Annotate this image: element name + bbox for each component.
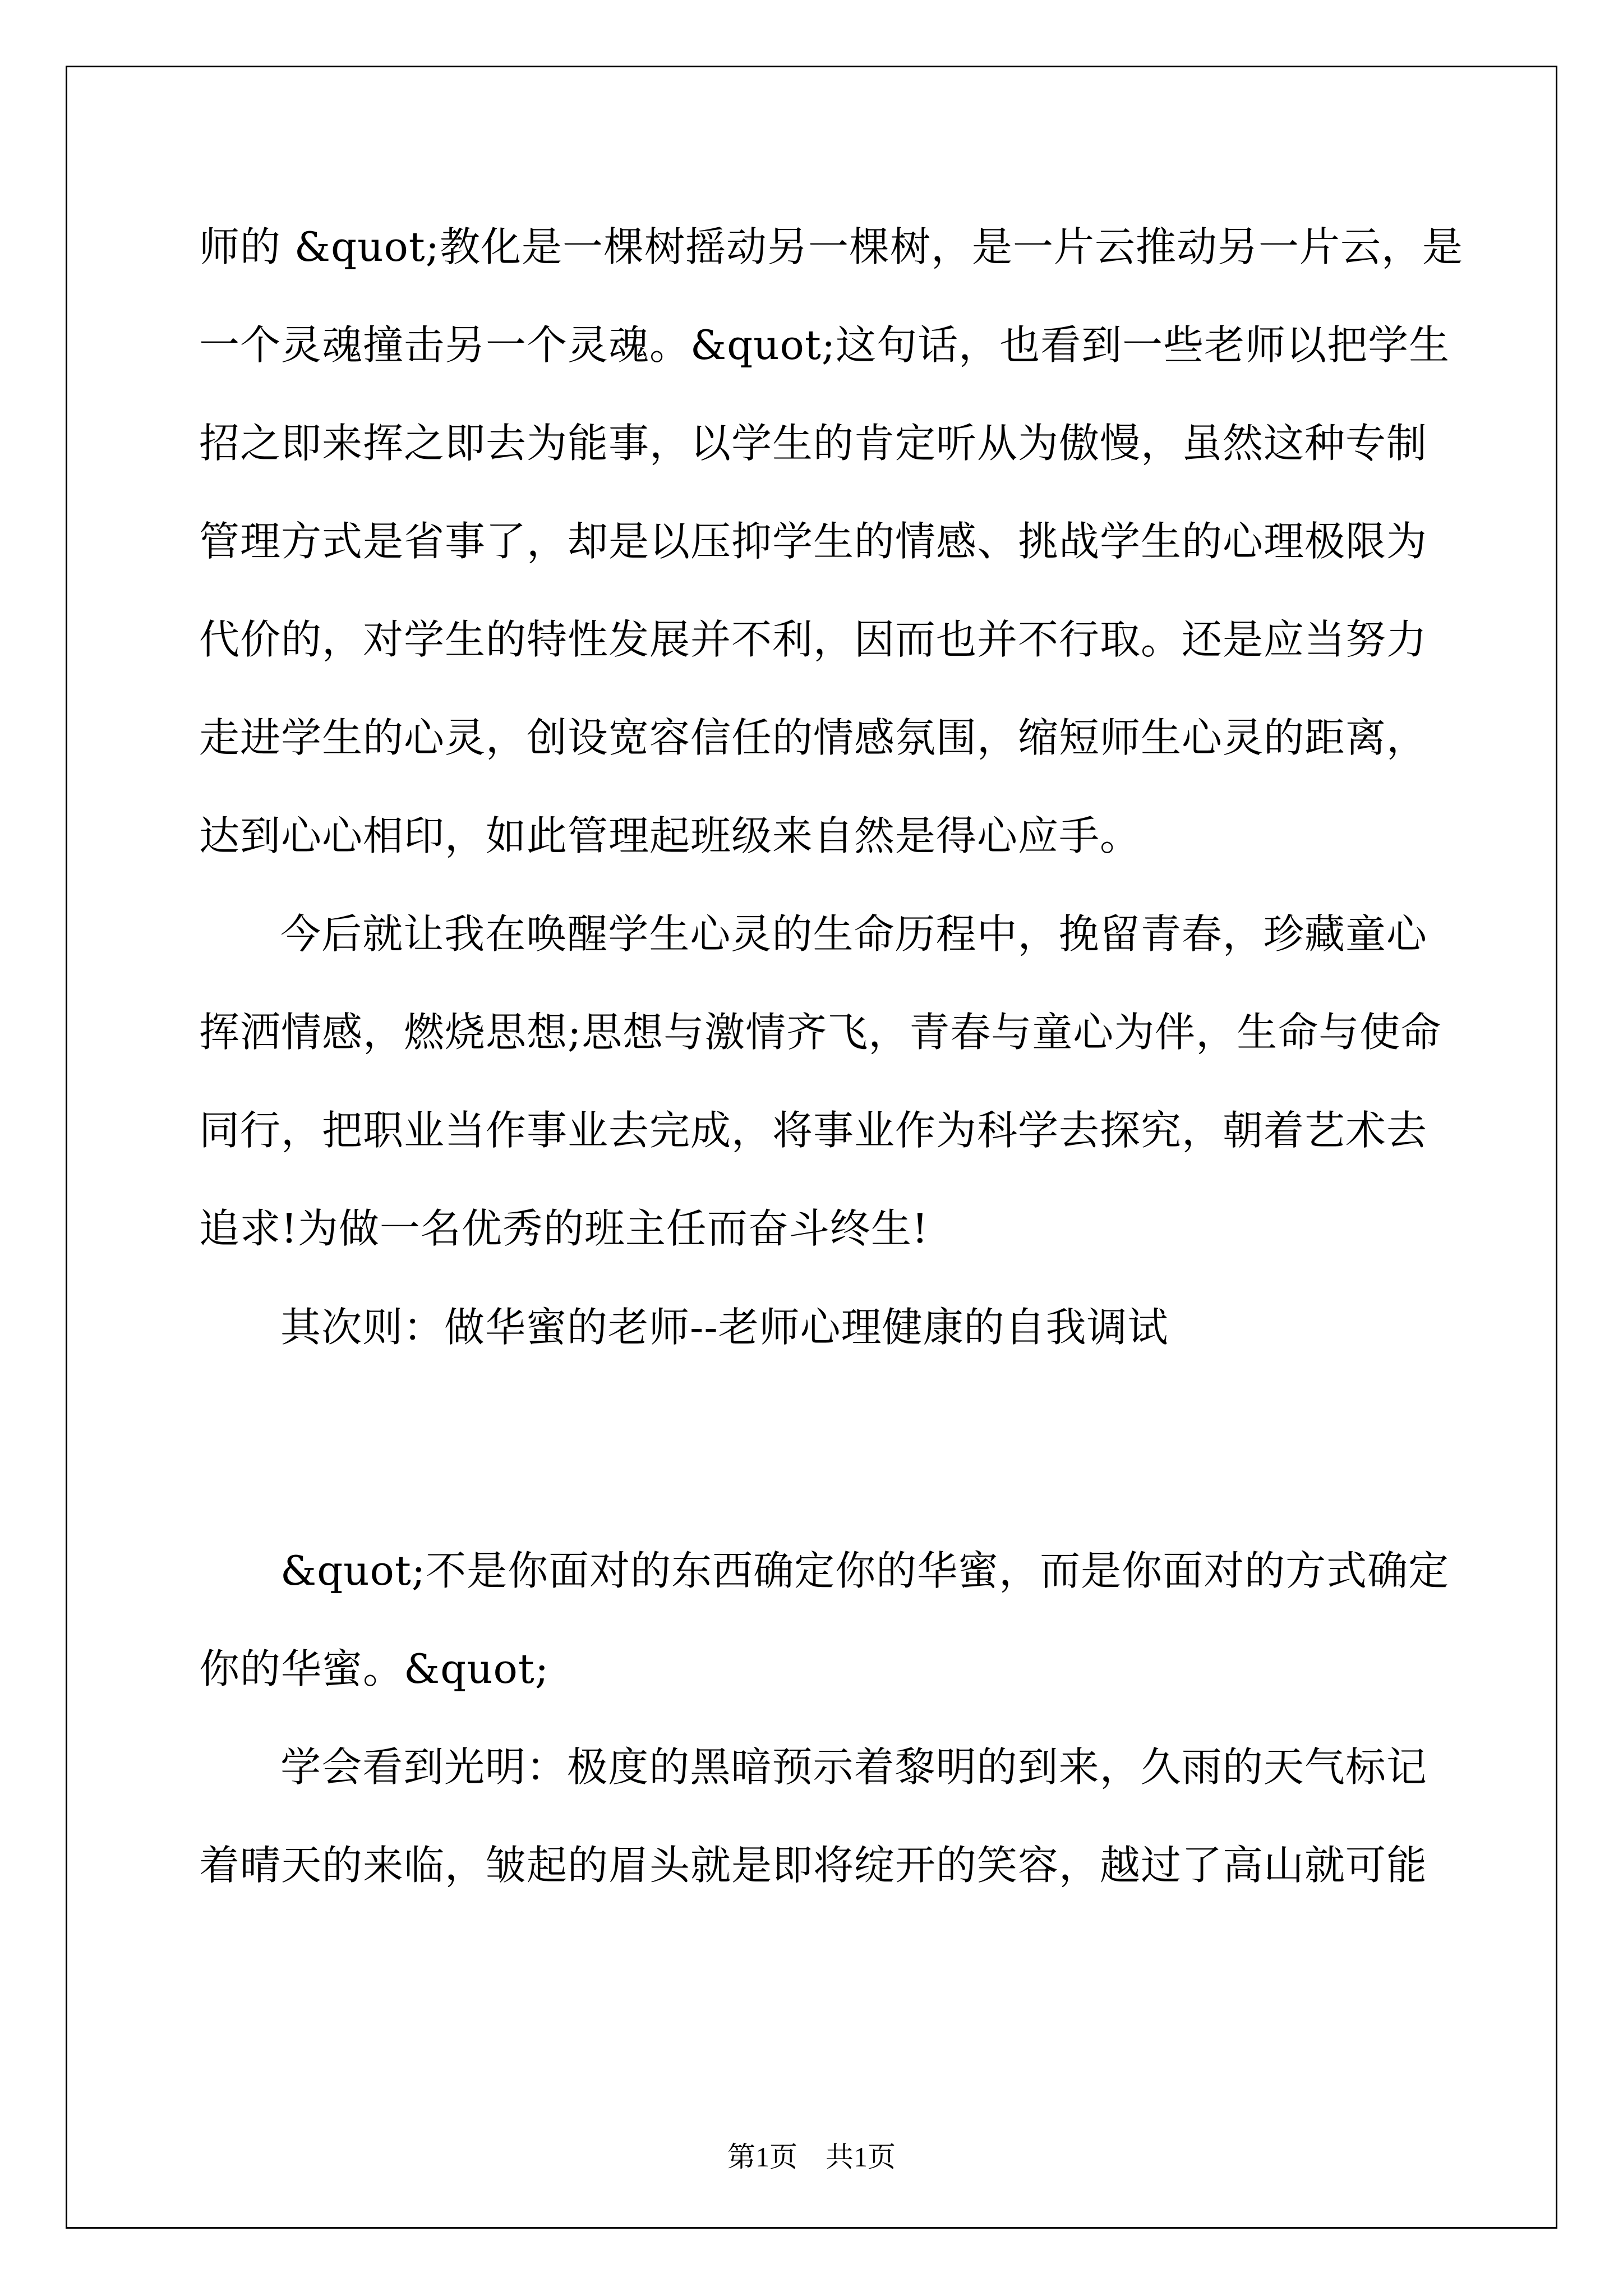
paragraph-2-line-3: 同行，把职业当作事业去完成，将事业作为科学去探究，朝着艺术去: [199, 1107, 1428, 1154]
paragraph-4-line-1: &quot;不是你面对的东西确定你的华蜜，而是你面对的方式确定: [280, 1547, 1450, 1594]
paragraph-5-line-2: 着晴天的来临，皱起的眉头就是即将绽开的笑容，越过了高山就可能: [199, 1842, 1428, 1889]
paragraph-2-line-1: 今后就让我在唤醒学生心灵的生命历程中，挽留青春，珍藏童心: [280, 910, 1427, 958]
section-heading: 其次则：做华蜜的老师--老师心理健康的自我调试: [280, 1304, 1169, 1351]
paragraph-1-line-4: 管理方式是省事了，却是以压抑学生的情感、挑战学生的心理极限为: [199, 518, 1428, 565]
paragraph-1-line-2: 一个灵魂撞击另一个灵魂。&quot;这句话，也看到一些老师以把学生: [199, 321, 1450, 369]
paragraph-2-line-2: 挥洒情感，燃烧思想;思想与激情齐飞，青春与童心为伴，生命与使命: [199, 1009, 1442, 1056]
paragraph-4-line-2: 你的华蜜。&quot;: [199, 1645, 550, 1692]
paragraph-1-line-1: 师的 &quot;教化是一棵树摇动另一棵树，是一片云推动另一片云，是: [199, 223, 1463, 270]
paragraph-2-line-4: 追求!为做一名优秀的班主任而奋斗终生!: [199, 1205, 929, 1252]
paragraph-5-line-1: 学会看到光明：极度的黑暗预示着黎明的到来，久雨的天气标记: [280, 1743, 1427, 1791]
paragraph-1-line-5: 代价的，对学生的特性发展并不利，因而也并不行取。还是应当努力: [199, 616, 1428, 663]
paragraph-1-line-3: 招之即来挥之即去为能事，以学生的肯定听从为傲慢，虽然这种专制: [199, 420, 1428, 467]
paragraph-1-line-7: 达到心心相印，如此管理起班级来自然是得心应手。: [199, 812, 1141, 859]
page-footer: 第1页 共1页: [727, 2141, 896, 2173]
paragraph-1-line-6: 走进学生的心灵，创设宽容信任的情感氛围，缩短师生心灵的距离，: [199, 714, 1428, 761]
